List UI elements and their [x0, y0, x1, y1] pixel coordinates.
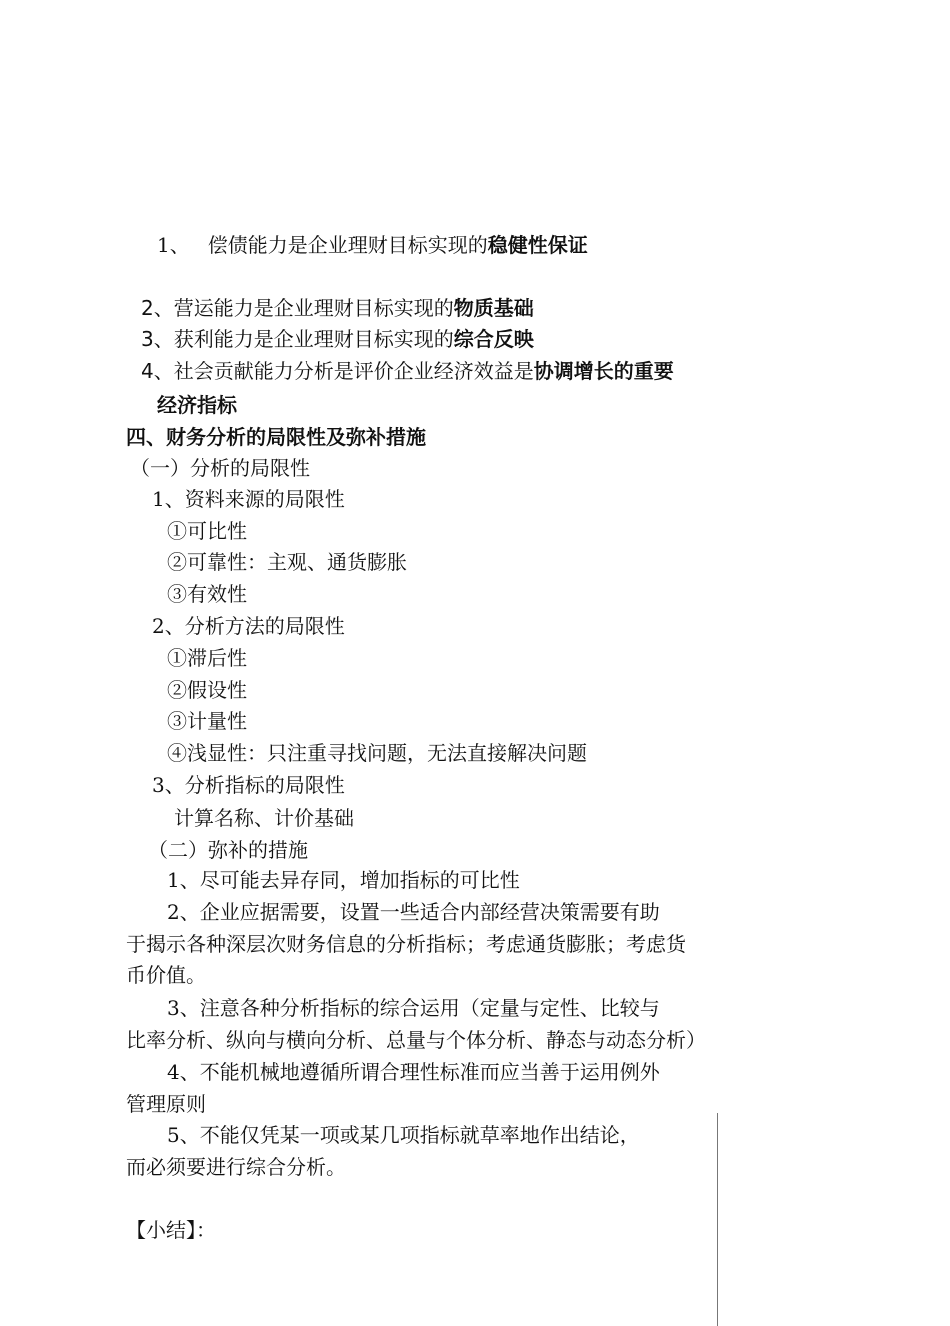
- section-heading: [126, 423, 426, 451]
- measure-5-line-1: 5、不能仅凭某一项或某几项指标就草率地作出结论，: [167, 1123, 640, 1147]
- sub2-item: ③计量性: [167, 709, 247, 733]
- sub1-item: ①可比性: [167, 519, 247, 543]
- part1-sub3: 3、分析指标的局限性: [152, 773, 345, 797]
- measure-4-line-1: 4、不能机械地遵循所谓合理性标准而应当善于运用例外: [167, 1060, 660, 1084]
- role-item-4: [141, 357, 674, 385]
- role-item-3: [141, 325, 534, 353]
- section-heading-text: 四、财务分析的局限性及弥补措施: [126, 425, 426, 449]
- item-bold: 综合反映: [453, 327, 534, 351]
- sub2-item: ④浅显性：只注重寻找问题，无法直接解决问题: [167, 741, 587, 765]
- measure-2-line-1: 2、企业应据需要，设置一些适合内部经营决策需要有助: [167, 900, 660, 924]
- part1-sub2: 2、分析方法的局限性: [152, 614, 345, 638]
- item-text: 4、社会贡献能力分析是评价企业经济效益是: [141, 359, 534, 383]
- sub1-item: ③有效性: [167, 582, 247, 606]
- item-bold: 协调增长的重要: [533, 359, 674, 383]
- part1-sub1: 1、资料来源的局限性: [152, 487, 345, 511]
- part2-title: （二）弥补的措施: [148, 838, 308, 862]
- summary-label: 【小结】：: [126, 1218, 216, 1242]
- role-item-1: [157, 231, 588, 259]
- role-item-2: [141, 294, 534, 322]
- part1-title: （一）分析的局限性: [130, 456, 310, 480]
- sub2-item: ②假设性: [167, 678, 247, 702]
- item-text: 3、获利能力是企业理财目标实现的: [141, 327, 454, 351]
- measure-2-line-2: 于揭示各种深层次财务信息的分析指标；考虑通货膨胀；考虑货: [126, 932, 686, 956]
- measure-1: 1、尽可能去异存同，增加指标的可比性: [167, 868, 520, 892]
- sub3-text: 计算名称、计价基础: [174, 806, 354, 830]
- measure-2-line-3: 币价值。: [126, 963, 206, 987]
- margin-rule: [717, 1113, 718, 1326]
- item-number: 1、: [157, 233, 190, 257]
- measure-3-line-1: 3、注意各种分析指标的综合运用（定量与定性、比较与: [167, 996, 660, 1020]
- measure-5-line-2: 而必须要进行综合分析。: [126, 1155, 346, 1179]
- sub1-item: ②可靠性：主观、通货膨胀: [167, 550, 407, 574]
- item-text: 2、营运能力是企业理财目标实现的: [141, 296, 454, 320]
- item-text: 偿债能力是企业理财目标实现的: [207, 233, 488, 257]
- sub2-item: ①滞后性: [167, 646, 247, 670]
- item-bold: 物质基础: [453, 296, 534, 320]
- measure-3-line-2: 比率分析、纵向与横向分析、总量与个体分析、静态与动态分析）: [126, 1028, 706, 1052]
- item-bold: 稳健性保证: [487, 233, 588, 257]
- measure-4-line-2: 管理原则: [126, 1092, 206, 1116]
- role-item-4-continued: [157, 391, 237, 419]
- item-bold-cont: 经济指标: [157, 393, 237, 417]
